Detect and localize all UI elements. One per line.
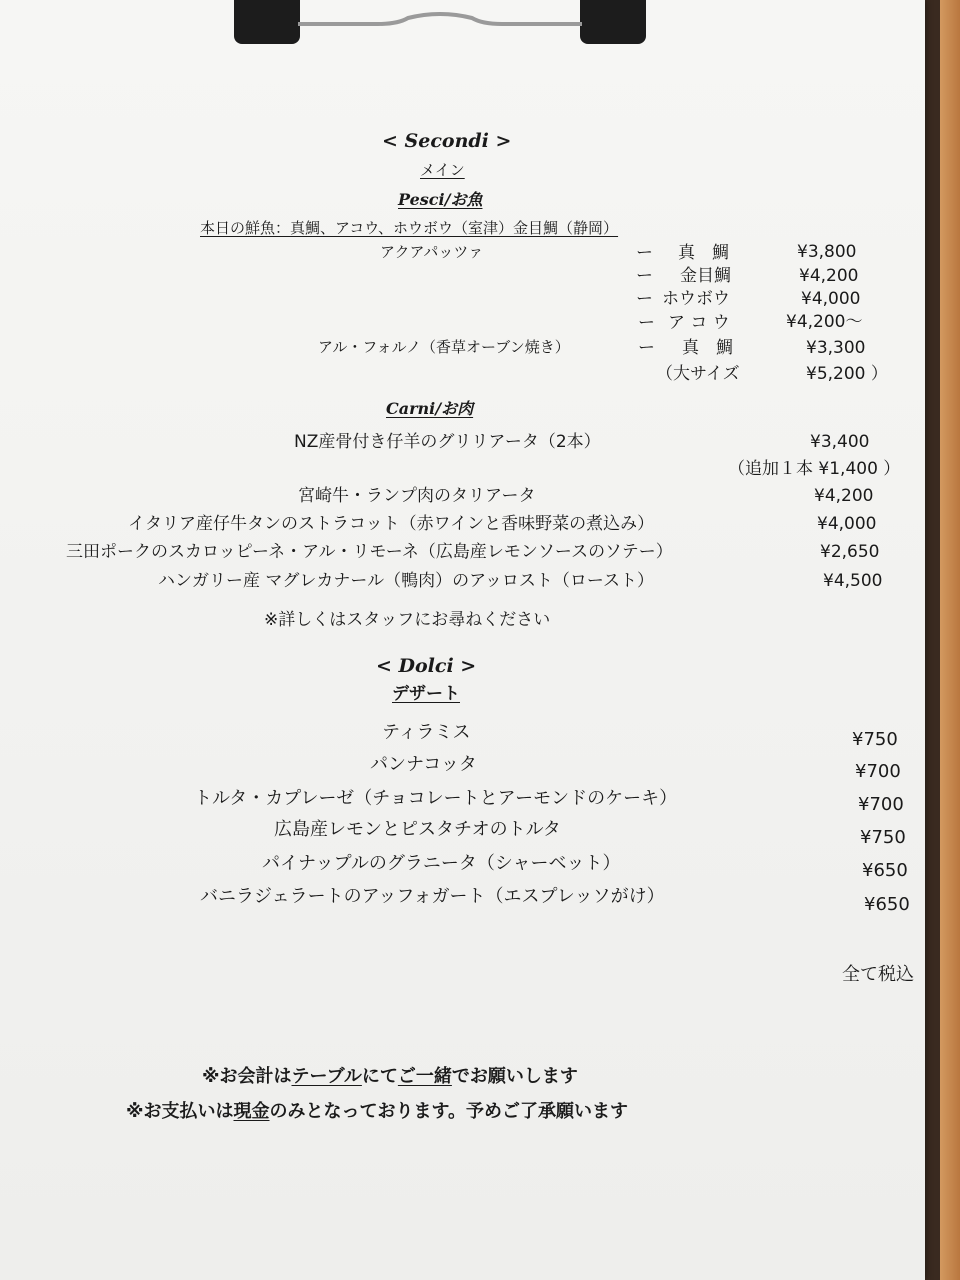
al-forno-fish: 真 鯛 xyxy=(682,338,733,358)
carni-item-name: イタリア産仔牛タンのストラコット（赤ワインと香味野菜の煮込み） xyxy=(128,514,655,534)
clipboard-clip-right xyxy=(580,0,646,44)
acqua-pazza-dash: ー xyxy=(638,313,655,333)
acqua-pazza-dash: ー xyxy=(636,289,653,309)
payment-note-1-emphasis: ご一緒 xyxy=(397,1066,452,1087)
payment-note-2-part: ※お支払いは xyxy=(126,1101,234,1122)
carni-item-price: ¥4,200 xyxy=(814,486,874,506)
acqua-pazza-price: ¥3,800 xyxy=(797,242,857,262)
al-forno-large-price: ¥5,200 ） xyxy=(806,364,888,384)
dolci-item-price: ¥700 xyxy=(855,761,901,782)
acqua-pazza-fish: ア コ ウ xyxy=(668,313,730,333)
carni-item-price: ¥4,500 xyxy=(823,571,883,591)
carni-item-price: ¥3,400 xyxy=(810,432,870,452)
dolci-item-price: ¥750 xyxy=(852,729,898,750)
carni-heading: Carni/お肉 xyxy=(386,399,474,418)
acqua-pazza-fish: 金目鯛 xyxy=(680,266,731,286)
payment-note-2 xyxy=(126,1103,628,1121)
clipboard-clip-left xyxy=(234,0,300,44)
dolci-item-price: ¥650 xyxy=(862,860,908,881)
al-forno-large-label: （大サイズ xyxy=(656,364,740,384)
payment-note-1-part: にて xyxy=(361,1066,398,1087)
secondi-subheading: メイン xyxy=(420,161,465,179)
carni-item-name: NZ産骨付き仔羊のグリリアータ（2本） xyxy=(294,432,601,452)
carni-item-price: ¥4,000 xyxy=(817,514,877,534)
al-forno-price: ¥3,300 xyxy=(806,338,866,358)
acqua-pazza-price: ¥4,200〜 xyxy=(786,312,863,332)
payment-note-1-part: でお願いします xyxy=(451,1066,578,1087)
dolci-item-price: ¥700 xyxy=(858,794,904,815)
acqua-pazza-dash: ー xyxy=(636,243,653,263)
dolci-heading: < Dolci > xyxy=(376,655,477,677)
carni-item-name: 宮崎牛・ランプ肉のタリアータ xyxy=(298,486,536,506)
staff-note: ※詳しくはスタッフにお尋ねください xyxy=(264,610,551,630)
dolci-subheading: デザート xyxy=(392,684,460,704)
acqua-pazza-dash: ー xyxy=(636,266,653,286)
carni-item-price: ¥2,650 xyxy=(820,542,880,562)
payment-note-1 xyxy=(202,1068,578,1086)
payment-note-2-emphasis: 現金 xyxy=(233,1101,270,1122)
carni-item-name: 三田ポークのスカロッピーネ・アル・リモーネ（広島産レモンソースのソテー） xyxy=(66,542,673,562)
dolci-item-name: パイナップルのグラニータ（シャーベット） xyxy=(262,853,621,874)
dolci-item-name: バニラジェラートのアッフォガート（エスプレッソがけ） xyxy=(200,886,665,907)
lamb-additional-note: （追加１本 ¥1,400 ） xyxy=(728,459,901,479)
dolci-item-name: 広島産レモンとピスタチオのトルタ xyxy=(274,819,561,840)
dolci-item-name: ティラミス xyxy=(382,722,471,743)
payment-note-1-part: ※お会計は xyxy=(202,1066,292,1087)
tax-included-note: 全て税込 xyxy=(842,964,914,985)
al-forno-name: アル・フォルノ（香草オーブン焼き） xyxy=(318,338,570,356)
al-forno-dash: ー xyxy=(638,338,655,358)
pesci-heading: Pesci/お魚 xyxy=(398,190,483,209)
todays-fish-line: 本日の鮮魚：真鯛、アコウ、ホウボウ（室津）金目鯛（静岡） xyxy=(200,219,619,237)
dolci-item-price: ¥750 xyxy=(860,827,906,848)
carni-item-name: ハンガリー産 マグレカナール（鴨肉）のアッロスト（ロースト） xyxy=(158,571,655,591)
acqua-pazza-name: アクアパッツァ xyxy=(380,243,484,261)
secondi-heading: < Secondi > xyxy=(382,130,512,152)
payment-note-2-part: のみとなっております。予めご了承願います xyxy=(269,1101,629,1122)
acqua-pazza-fish: 真 鯛 xyxy=(678,243,729,263)
payment-note-1-emphasis: テーブル xyxy=(291,1066,362,1087)
dolci-item-name: パンナコッタ xyxy=(370,754,477,775)
dolci-item-name: トルタ・カプレーゼ（チョコレートとアーモンドのケーキ） xyxy=(194,788,678,809)
acqua-pazza-price: ¥4,000 xyxy=(801,289,861,309)
acqua-pazza-price: ¥4,200 xyxy=(799,266,859,286)
clipboard-clip-wire xyxy=(298,12,582,30)
dolci-item-price: ¥650 xyxy=(864,894,910,915)
acqua-pazza-fish: ホウボウ xyxy=(662,289,730,309)
